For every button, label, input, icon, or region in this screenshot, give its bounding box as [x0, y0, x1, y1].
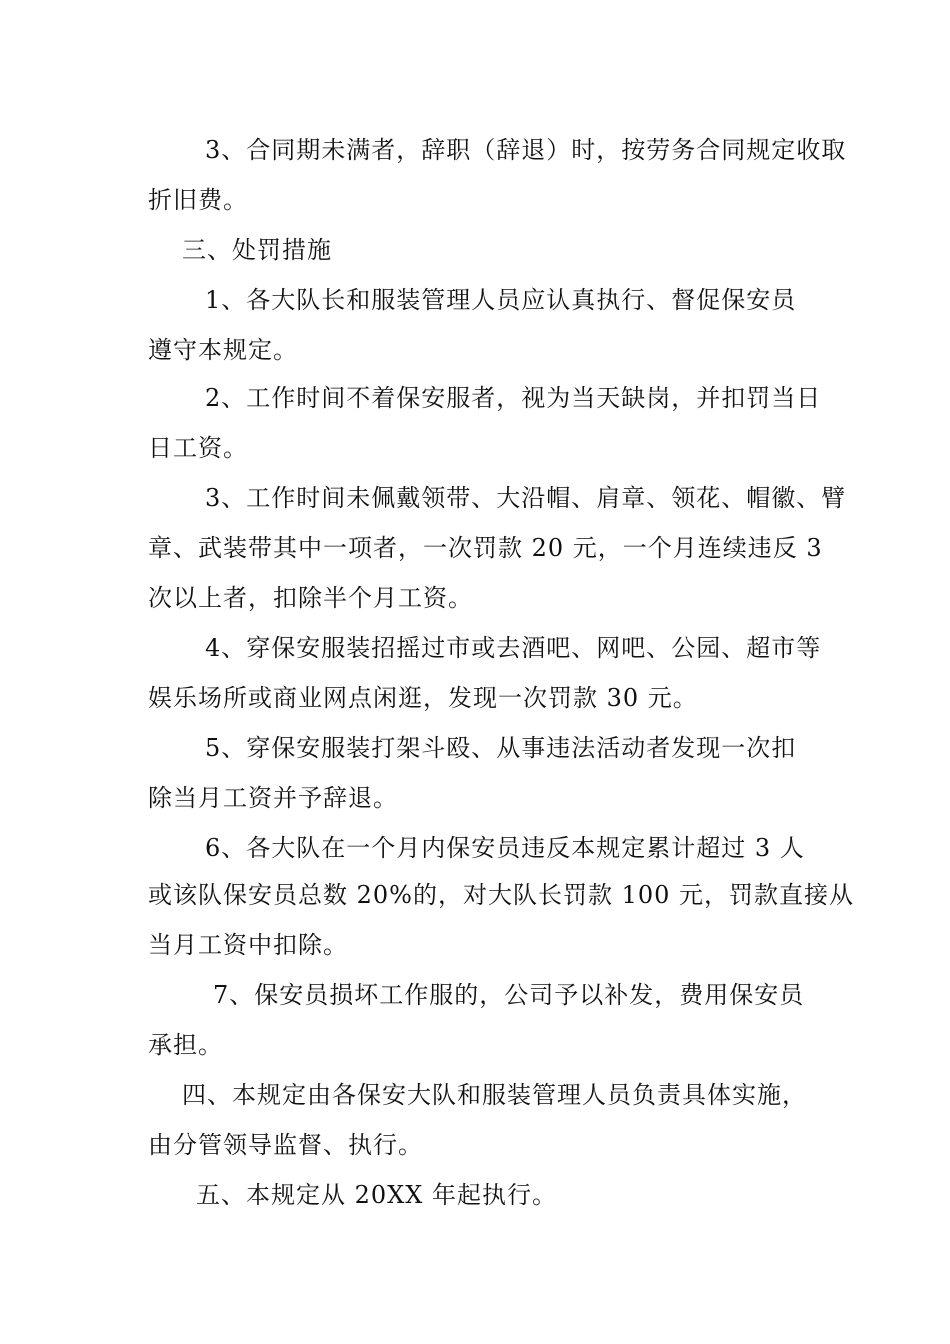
paragraph-line: 1、各大队长和服装管理人员应认真执行、督促保安员 — [205, 286, 797, 314]
section-heading: 三、处罚措施 — [182, 236, 332, 264]
section-heading: 五、本规定从 20XX 年起执行。 — [196, 1181, 557, 1209]
paragraph-line: 娱乐场所或商业网点闲逛，发现一次罚款 30 元。 — [148, 684, 698, 712]
paragraph-line: 或该队保安员总数 20%的，对大队长罚款 100 元，罚款直接从 — [148, 881, 855, 909]
paragraph-line: 次以上者，扣除半个月工资。 — [148, 584, 473, 612]
paragraph-line: 当月工资中扣除。 — [148, 931, 348, 959]
paragraph-line: 由分管领导监督、执行。 — [148, 1131, 423, 1159]
paragraph-line: 日工资。 — [148, 434, 248, 462]
paragraph-line: 遵守本规定。 — [148, 336, 298, 364]
paragraph-line: 章、武装带其中一项者，一次罚款 20 元，一个月连续违反 3 — [148, 534, 823, 562]
paragraph-line: 6、各大队在一个月内保安员违反本规定累计超过 3 人 — [205, 834, 805, 862]
section-heading: 四、本规定由各保安大队和服装管理人员负责具体实施， — [182, 1081, 807, 1109]
paragraph-line: 折旧费。 — [148, 186, 248, 214]
paragraph-line: 除当月工资并予辞退。 — [148, 784, 398, 812]
paragraph-line: 3、工作时间未佩戴领带、大沿帽、肩章、领花、帽徽、臂 — [205, 484, 847, 512]
paragraph-line: 3、合同期未满者，辞职（辞退）时，按劳务合同规定收取 — [205, 136, 847, 164]
paragraph-line: 2、工作时间不着保安服者，视为当天缺岗，并扣罚当日 — [205, 384, 822, 412]
paragraph-line: 承担。 — [148, 1031, 223, 1059]
paragraph-line: 4、穿保安服装招摇过市或去酒吧、网吧、公园、超市等 — [205, 634, 822, 662]
paragraph-line: 5、穿保安服装打架斗殴、从事违法活动者发现一次扣 — [205, 734, 797, 762]
paragraph-line: 7、保安员损坏工作服的，公司予以补发，费用保安员 — [213, 981, 805, 1009]
